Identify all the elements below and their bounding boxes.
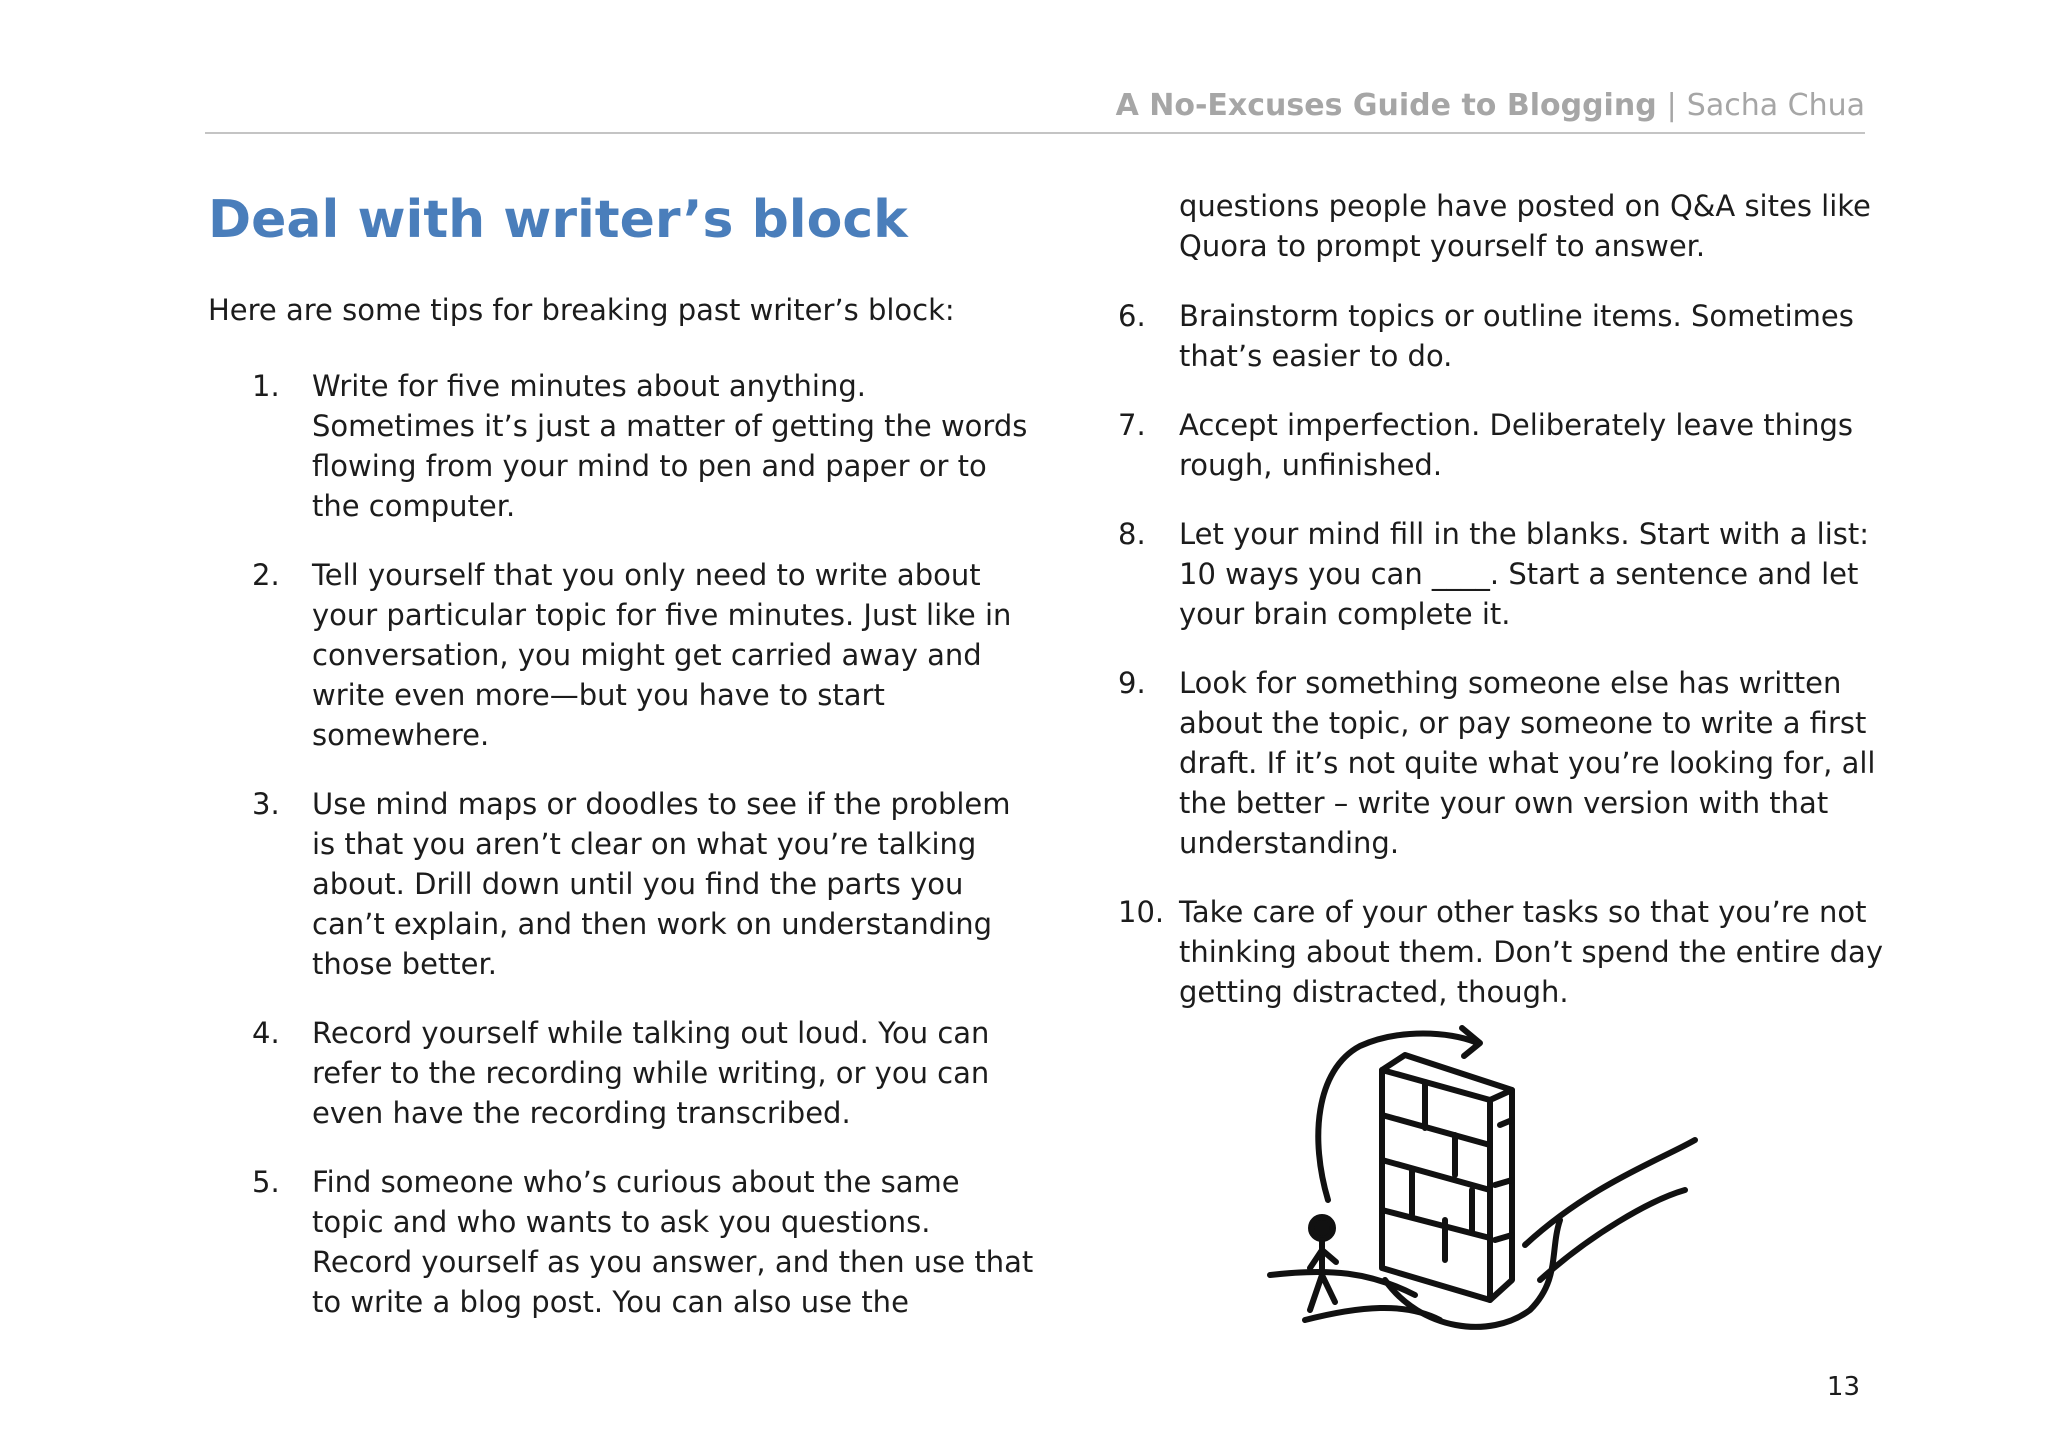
intro-paragraph: Here are some tips for breaking past writer’s block: (208, 293, 955, 327)
tip-number: 6. (1118, 299, 1146, 333)
tip-number: 8. (1118, 517, 1146, 551)
page-number: 13 (1826, 1372, 1860, 1402)
road-right-bottom (1540, 1190, 1685, 1280)
tip-text: Take care of your other tasks so that you’re not thinking about them. Don’t spend the entire day getting distracted, though. (1179, 895, 1883, 1009)
tip-text: Let your mind fill in the blanks. Start with a list: 10 ways you can ____. Start a sentence and let your brain complete it. (1179, 517, 1869, 631)
tip-number: 10. (1118, 895, 1165, 929)
book-title: A No-Excuses Guide to Blogging (1115, 88, 1657, 123)
tip-number: 7. (1118, 408, 1146, 442)
tip-number: 4. (252, 1016, 280, 1050)
author-name: Sacha Chua (1686, 88, 1865, 123)
running-header (1116, 88, 1865, 123)
tip-5-continued: questions people have posted on Q&A sites like Quora to prompt yourself to answer. (1179, 189, 1871, 263)
tip-text: Accept imperfection. Deliberately leave things rough, unfinished. (1179, 408, 1853, 482)
tip-number: 5. (252, 1165, 280, 1199)
header-rule (205, 132, 1865, 134)
tip-text: Tell yourself that you only need to write about your particular topic for five minutes. Just like in conversation, you might get carried away and write even more—but you have to start somewhere. (312, 558, 1012, 752)
tip-number: 9. (1118, 666, 1146, 700)
page-title: Deal with writer’s block (208, 190, 908, 250)
person-head (1311, 1217, 1333, 1239)
tip-text: Record yourself while talking out loud. You can refer to the recording while writing, or you can even have the recording transcribed. (312, 1016, 990, 1130)
tip-text: Find someone who’s curious about the same topic and who wants to ask you questions. Record yourself as you answer, and then use that to write a blog post. You can also use the (312, 1165, 1034, 1319)
header-separator: | (1666, 88, 1677, 123)
tip-number: 3. (252, 787, 280, 821)
tip-number: 1. (252, 369, 280, 403)
tip-text: Brainstorm topics or outline items. Sometimes that’s easier to do. (1179, 299, 1854, 373)
tip-text: Look for something someone else has written about the topic, or pay someone to write a first draft. If it’s not quite what you’re looking for, all the better – write your own version with that understanding. (1179, 666, 1876, 860)
wall-doodle-illustration (1240, 1010, 1700, 1340)
tip-number: 2. (252, 558, 280, 592)
tip-text: Write for five minutes about anything. Sometimes it’s just a matter of getting the words flowing from your mind to pen and paper or to the computer. (312, 369, 1028, 523)
tip-text: Use mind maps or doodles to see if the problem is that you aren’t clear on what you’re talking about. Drill down until you find the parts you can’t explain, and then work on understanding those better. (312, 787, 1011, 981)
